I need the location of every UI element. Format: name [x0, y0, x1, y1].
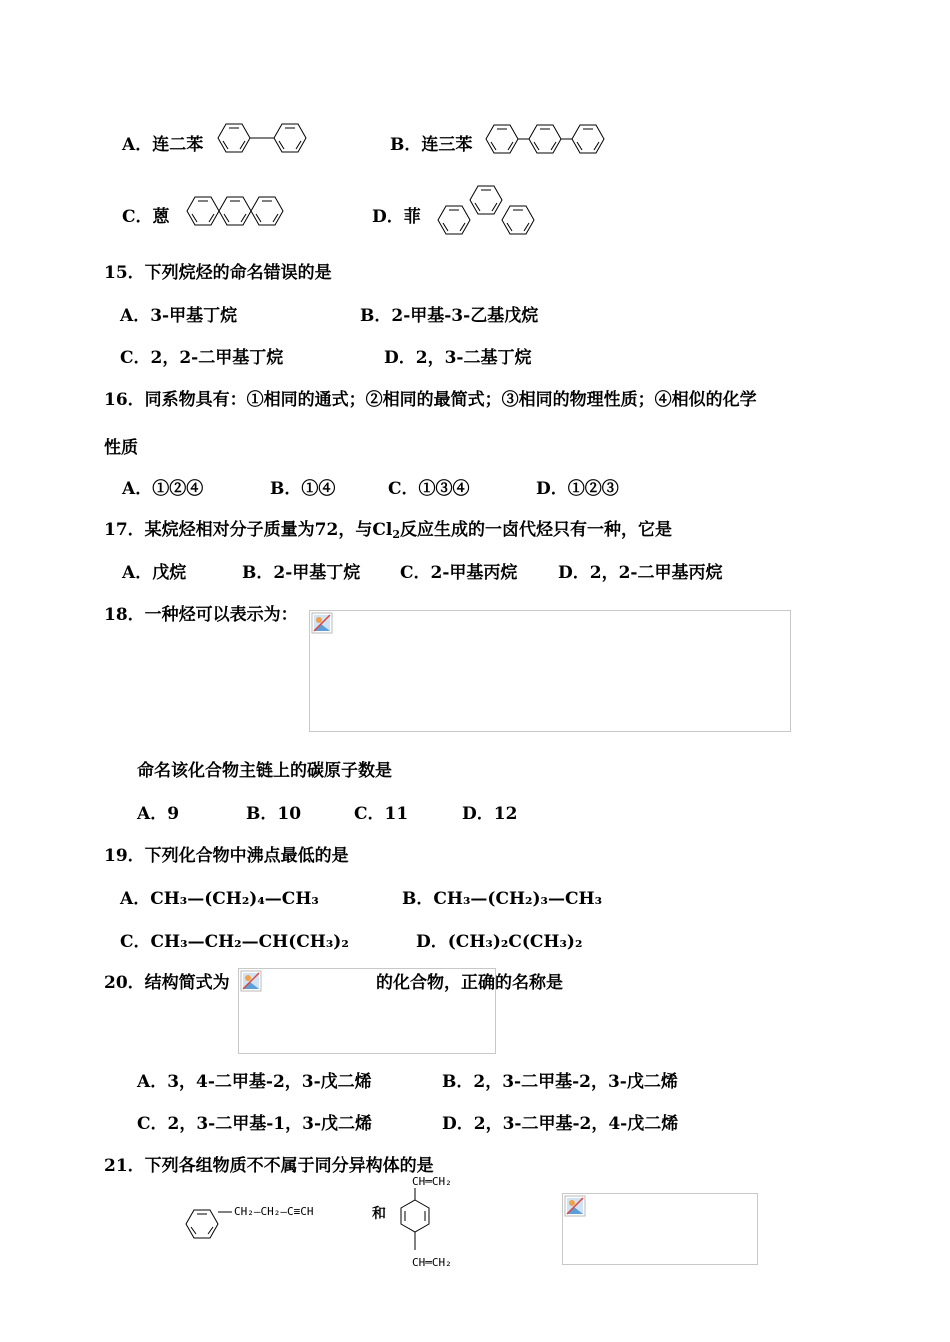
phenanthrene-structure	[434, 186, 542, 238]
q21-stem: 21．下列各组物质不不属于同分异构体的是	[104, 1156, 434, 1176]
q15-stem: 15．下列烷烃的命名错误的是	[104, 263, 332, 283]
q15-option-b: B．2-甲基-3-乙基戊烷	[360, 306, 539, 326]
q21-vinyl-top: CH═CH₂	[412, 1175, 452, 1188]
q19-option-b: B．CH₃—(CH₂)₃—CH₃	[402, 889, 603, 909]
q16-stem-line2: 性质	[104, 438, 138, 458]
q17-stem: 17．某烷烃相对分子质量为72，与$Cl_2$反应生成的一卤代烃只有一种，它是	[104, 520, 672, 541]
q20-option-a: A．3，4-二甲基-2，3-戊二烯	[137, 1072, 372, 1092]
q16-stem-line1: 16．同系物具有：①相同的通式；②相同的最简式；③相同的物理性质；④相似的化学	[104, 390, 757, 410]
q20-stem-post: 的化合物，正确的名称是	[376, 973, 563, 993]
q14-option-d: D．菲	[372, 207, 421, 227]
q21-phenylbutyne-structure	[182, 1196, 382, 1252]
q15-option-d: D．2，3-二基丁烷	[384, 348, 532, 368]
q15-option-a: A．3-甲基丁烷	[120, 306, 238, 326]
q20-stem-pre: 20．结构简式为	[104, 973, 230, 993]
q18-option-c: C．11	[354, 804, 409, 824]
q17-option-c: C．2-甲基丙烷	[400, 563, 518, 583]
broken-image-icon	[240, 970, 262, 992]
q18-option-b: B．10	[246, 804, 302, 824]
q17-option-b: B．2-甲基丁烷	[242, 563, 361, 583]
q21-vinyl-bottom: CH═CH₂	[412, 1256, 452, 1269]
broken-image-icon	[311, 612, 333, 634]
q16-option-b: B．①④	[270, 479, 336, 499]
q14-option-c: C．蒽	[122, 207, 170, 227]
q19-option-c: C．CH₃—CH₂—CH(CH₃)₂	[120, 932, 349, 952]
q21-divinylbenzene-structure	[398, 1172, 488, 1272]
q17-option-a: A．戊烷	[122, 563, 187, 583]
q18-image-placeholder	[309, 610, 791, 732]
q20-option-b: B．2，3-二甲基-2，3-戊二烯	[442, 1072, 678, 1092]
q19-stem: 19．下列化合物中沸点最低的是	[104, 846, 349, 866]
q14-option-b: B．连三苯	[390, 135, 473, 155]
q16-option-a: A．①②④	[122, 479, 204, 499]
q14-option-a: A．连二苯	[122, 135, 204, 155]
q16-option-d: D．①②③	[536, 479, 619, 499]
q18-stem: 18．一种烃可以表示为：	[104, 605, 298, 625]
q17-option-d: D．2，2-二甲基丙烷	[558, 563, 723, 583]
q15-option-c: C．2，2-二甲基丁烷	[120, 348, 284, 368]
q20-option-c: C．2，3-二甲基-1，3-戊二烯	[137, 1114, 373, 1134]
q21-image-placeholder	[562, 1193, 758, 1265]
anthracene-structure	[183, 186, 307, 236]
q18-option-a: A．9	[137, 804, 180, 824]
q21-left-formula: CH₂—CH₂—C≡CH	[234, 1205, 314, 1218]
q18-option-d: D．12	[462, 804, 518, 824]
biphenyl-structure	[214, 118, 314, 158]
terphenyl-structure	[484, 120, 612, 158]
q19-option-d: D．(CH₃)₂C(CH₃)₂	[416, 932, 583, 952]
broken-image-icon	[564, 1195, 586, 1217]
q19-option-a: A．CH₃—(CH₂)₄—CH₃	[120, 889, 319, 909]
q16-option-c: C．①③④	[388, 479, 470, 499]
q20-option-d: D．2，3-二甲基-2，4-戊二烯	[442, 1114, 679, 1134]
q18-follow-text: 命名该化合物主链上的碳原子数是	[137, 761, 392, 781]
q21-and-word: 和	[372, 1206, 386, 1222]
